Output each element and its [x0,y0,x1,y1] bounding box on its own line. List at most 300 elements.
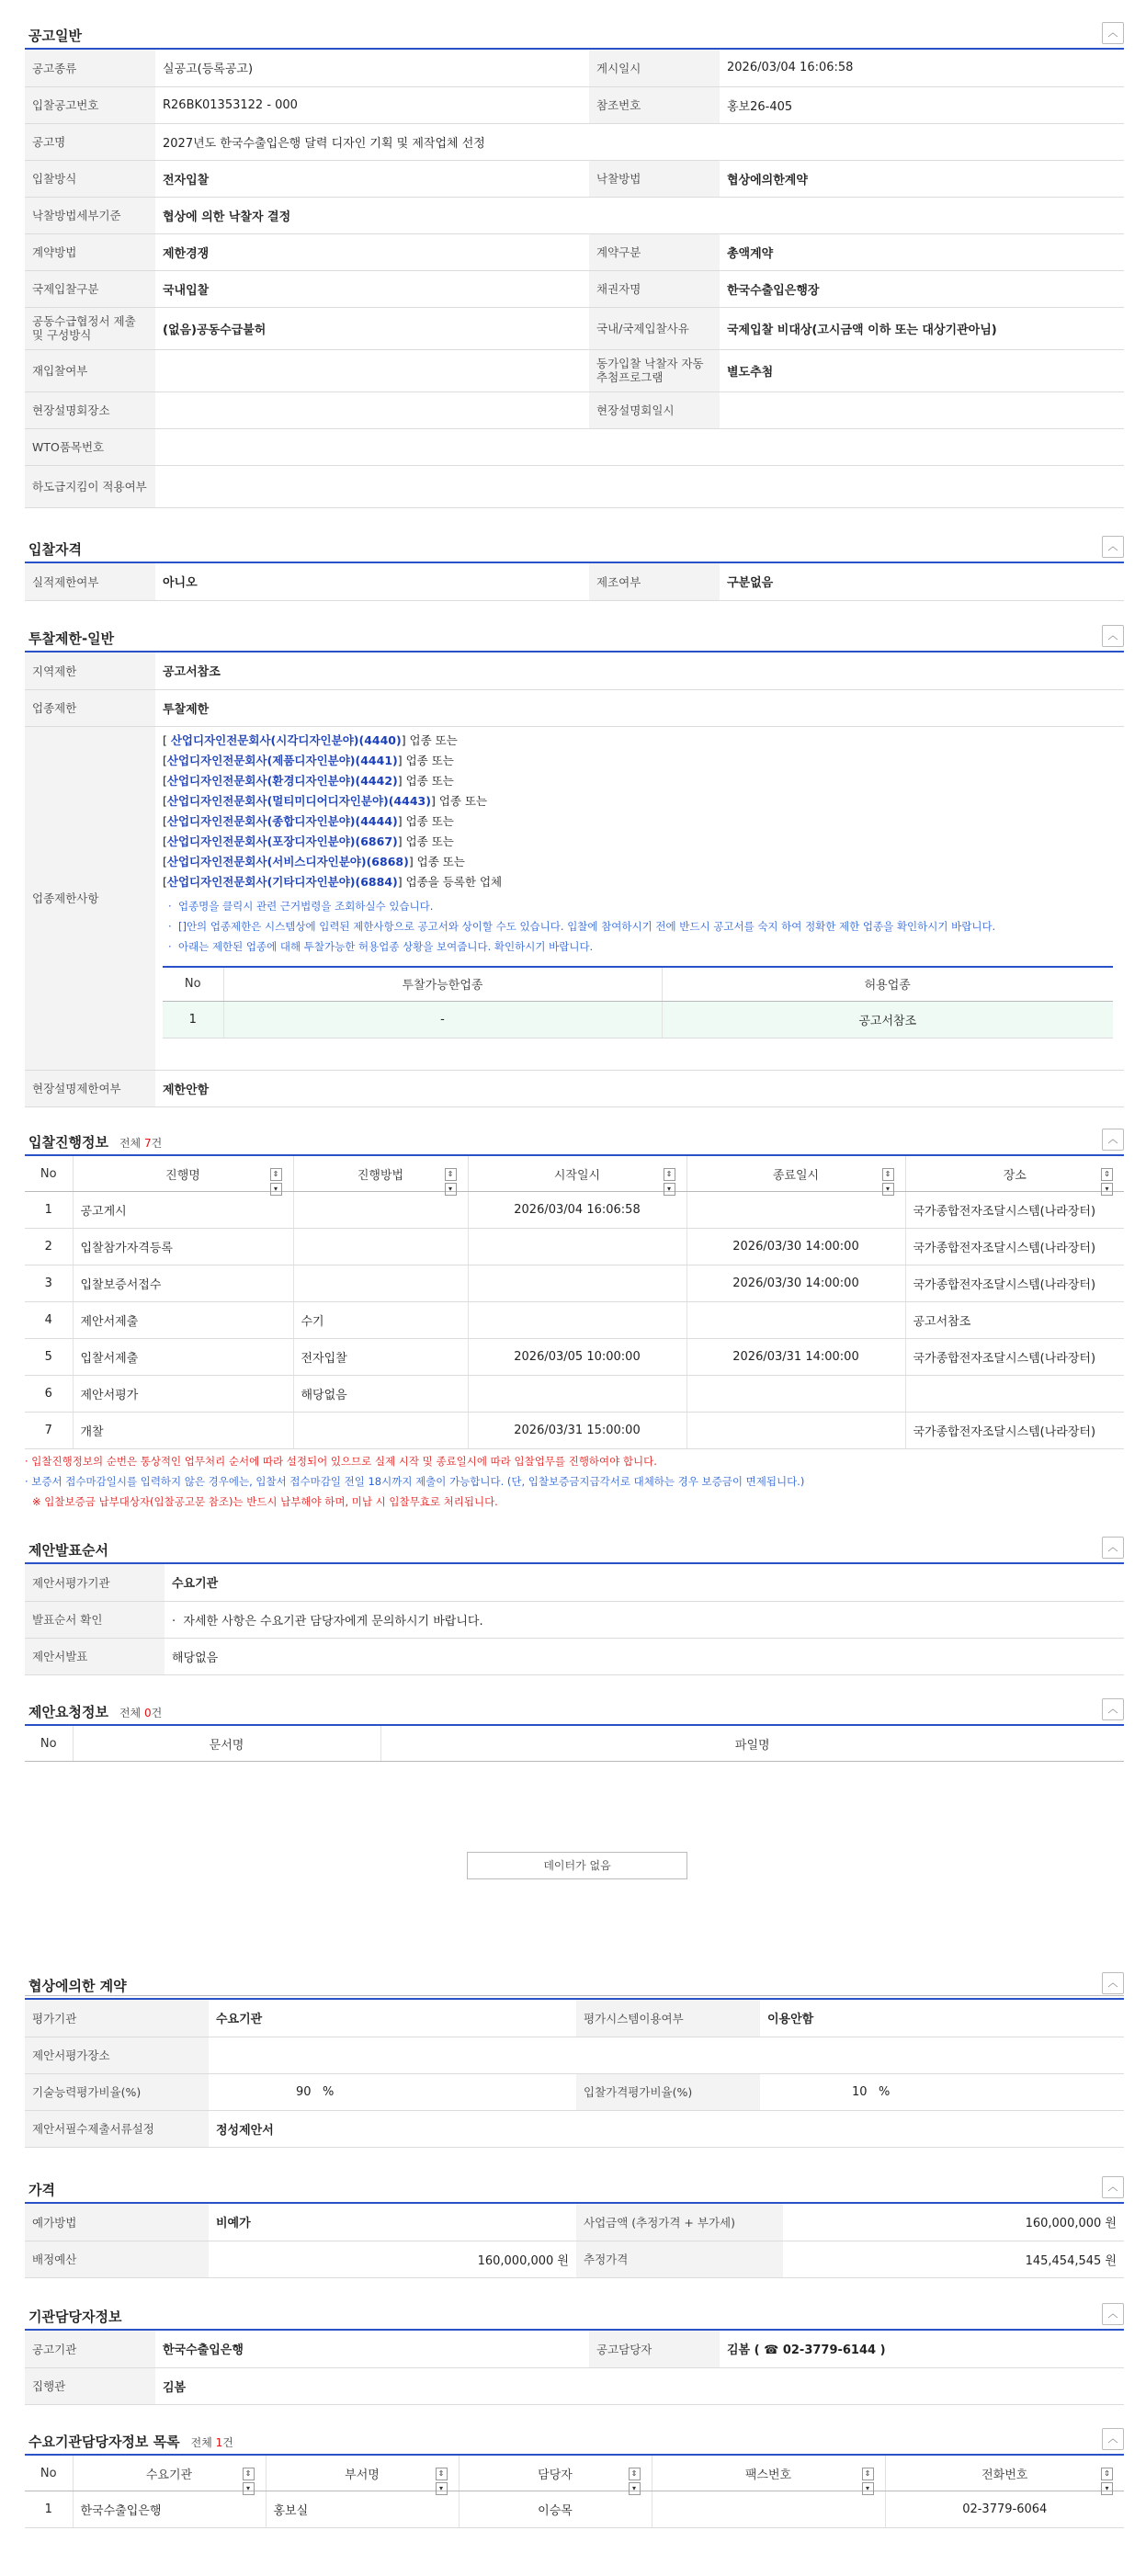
header-text: 전화번호 [981,2468,1028,2482]
note-text: · 입찰진행정보의 순번은 통상적인 업무처리 순서에 따라 설정되어 있으므로 실제 시작 및 종료일시에 따라 입찰업무를 진행하여야 합니다. [25,1455,657,1468]
count-badge [119,1707,162,1719]
cell [468,1229,686,1265]
notice-name: 2027년도 한국수출입은행 달력 디자인 기획 및 제작업체 선정 [155,123,1124,160]
value-number: 10 [852,2084,868,2099]
note-item: · 업종명을 클릭시 관련 근거법령을 조회하실수 있습니다. [168,899,434,913]
value: 해당없음 [165,1638,1124,1674]
cell [652,2491,885,2528]
label: 발표순서 확인 [25,1601,165,1638]
cell: 해당없음 [293,1376,468,1413]
cell: - [223,1001,662,1038]
cell: 1 [25,1192,73,1229]
section-progress [25,1127,1124,1512]
label: 입찰가격평가비율(%) [576,2073,760,2110]
label: 제안서발표 [25,1638,165,1674]
qualification-table [25,563,1124,601]
sort-filter-controls [236,2466,260,2492]
value: 145,454,545 원 [783,2241,1124,2277]
cell: 국가종합전자조달시스템(나라장터) [905,1339,1124,1376]
table-row [25,1192,1124,1229]
table-row [25,2491,1124,2528]
sort-filter-controls [657,1166,681,1193]
cell [686,1192,905,1229]
sort-filter-controls [622,2466,646,2492]
label: 동가입찰 낙찰자 자동추첨프로그램 [589,349,720,392]
cell: 4 [25,1302,73,1339]
sort-icon[interactable]: ⇕ [664,1168,675,1181]
cell [686,1376,905,1413]
general-table [25,50,1124,508]
label: 현장설명회장소 [25,392,155,428]
table-row [25,1302,1124,1339]
value [155,428,1124,465]
suffix: ] 업종 또는 [401,732,458,747]
label: 제안서평가장소 [25,2037,209,2073]
bracket: [ [163,813,167,828]
industry-item [163,791,1117,811]
section-negotiation [25,1970,1124,2148]
cell [686,1413,905,1449]
filter-icon[interactable]: ▾ [436,2482,448,2495]
cell: 2026/03/05 10:00:00 [468,1339,686,1376]
section-request [25,1697,1124,1996]
column-header[interactable] [885,2456,1124,2491]
cell: 입찰보증서접수 [73,1265,293,1302]
label: 국내/국제입찰사유 [589,307,720,349]
cell: 국가종합전자조달시스템(나라장터) [905,1192,1124,1229]
section-title: 공고일반 [28,28,82,44]
bracket: [ [163,793,167,808]
cell: 제안서평가 [73,1376,293,1413]
sort-icon[interactable]: ⇕ [436,2468,448,2480]
value: · 자세한 사항은 수요기관 담당자에게 문의하시기 바랍니다. [165,1601,1124,1638]
count-label: 전체 [119,1707,142,1719]
value: 아니오 [155,563,589,600]
chevron-up-icon[interactable]: ︿ [1102,2176,1124,2198]
count-unit: 건 [151,1137,163,1150]
column-header: 투찰가능한업종 [223,967,662,1002]
presentation-table [25,1564,1124,1675]
filter-icon[interactable]: ▾ [629,2482,641,2495]
section-price [25,2174,1124,2278]
column-header[interactable] [905,1156,1124,1192]
cell: 한국수출입은행 [73,2491,266,2528]
cell [905,1376,1124,1413]
cell: 공고서참조 [662,1001,1113,1038]
bracket: [ [163,854,167,868]
label: 기술능력평가비율(%) [25,2073,209,2110]
value: R26BK01353122 - 000 [155,86,589,123]
label: 입찰방식 [25,160,155,197]
cell: 입찰서제출 [73,1339,293,1376]
column-header[interactable] [459,2456,652,2491]
label: 공고명 [25,123,155,160]
value: 이용안함 [760,2000,1124,2037]
label: 공동수급협정서 제출 및 구성방식 [25,307,155,349]
section-contact [25,2301,1124,2405]
label: 공고기관 [25,2331,155,2367]
value: 국내입찰 [155,270,589,307]
value: 김봄 [155,2367,1124,2404]
header-text: 종료일시 [772,1168,820,1183]
value: 공고서참조 [155,653,1124,689]
column-header: 허용업종 [662,967,1113,1002]
sort-filter-controls [438,1166,462,1193]
sort-icon[interactable]: ⇕ [270,1168,282,1181]
table-row [25,1413,1124,1449]
label: 재입찰여부 [25,349,155,392]
industry-link[interactable]: 산업디자인전문회사(기타디자인분야)(6884) [166,874,398,889]
cell: 수기 [293,1302,468,1339]
cell: 2026/03/30 14:00:00 [686,1229,905,1265]
label: 배정예산 [25,2241,209,2277]
label: 현장설명제한여부 [25,1070,155,1106]
section-presentation [25,1535,1124,1675]
column-header: No [25,1726,73,1762]
chevron-up-icon[interactable]: ︿ [1102,536,1124,558]
cell: 전자입찰 [293,1339,468,1376]
cell: 7 [25,1413,73,1449]
cell: 2026/03/30 14:00:00 [686,1265,905,1302]
cell [293,1413,468,1449]
cell: 이승목 [459,2491,652,2528]
cell: 공고게시 [73,1192,293,1229]
cell: 1 [163,1001,223,1038]
industry-list [163,731,1117,892]
filter-icon[interactable]: ▾ [1101,2482,1113,2495]
section-qualification [25,534,1124,601]
industry-item [163,811,1117,832]
industry-link[interactable]: 산업디자인전문회사(환경디자인분야)(4442) [166,773,398,788]
label: 계약방법 [25,233,155,270]
value: 한국수출입은행 [155,2331,589,2367]
column-header: No [163,967,223,1002]
value [209,2037,1124,2073]
value: 제한경쟁 [155,233,589,270]
sort-filter-controls [1095,1166,1118,1193]
cell: 5 [25,1339,73,1376]
industry-link[interactable]: 산업디자인전문회사(제품디자인분야)(4441) [166,753,398,767]
note-text: 업종명을 클릭시 관련 근거법령을 조회하실수 있습니다. [177,899,434,913]
industry-notes [163,896,1117,957]
restriction-table [25,653,1124,1107]
value-unit: % [878,2084,891,2099]
label: 참조번호 [589,86,720,123]
column-header: 문서명 [73,1726,380,1762]
section-title: 가격 [28,2182,55,2198]
count-label: 전체 [190,2436,212,2449]
sort-icon[interactable]: ⇕ [1101,1168,1113,1181]
note-item: · []안의 업종제한은 시스템상에 입력된 제한사항으로 공고서와 상이할 수도 있습니다. 입찰에 참여하시기 전에 반드시 공고서를 숙지 하여 정확한 제한 업종을 확인하시기 바랍니다. [168,919,996,933]
bracket: [ [163,753,167,767]
label: 현장설명회일시 [589,392,720,428]
table-row [25,1229,1124,1265]
label: 제안서필수제출서류설정 [25,2110,209,2147]
industry-link[interactable]: 산업디자인전문회사(종합디자인분야)(4444) [166,813,398,828]
request-table [25,1726,1124,1762]
count-value: 0 [143,1707,152,1719]
section-general [25,20,1124,508]
value: 구분없음 [720,563,1124,600]
title-text: 수요기관담당자정보 목록 [28,2434,180,2450]
value: 협상에 의한 낙찰자 결정 [155,197,1124,233]
count-value: 1 [215,2436,223,2449]
suffix: ] 업종을 등록한 업체 [397,874,503,889]
cell [293,1265,468,1302]
industry-detail [155,726,1124,1070]
bracket: [ [163,773,167,788]
cell: 2026/03/31 15:00:00 [468,1413,686,1449]
price-table [25,2204,1124,2278]
filter-icon[interactable]: ▾ [270,1183,282,1196]
cell: 제안서제출 [73,1302,293,1339]
value: 전자입찰 [155,160,589,197]
value: 국제입찰 비대상(고시금액 이하 또는 대상기관아님) [720,307,1124,349]
suffix: ] 업종 또는 [397,773,454,788]
column-header[interactable] [73,2456,266,2491]
suffix: ] 업종 또는 [408,854,465,868]
filter-icon[interactable]: ▾ [862,2482,874,2495]
section-title [28,1132,162,1152]
bracket: [ [163,834,167,848]
header-text: 진행방법 [357,1168,404,1183]
suffix: ] 업종 또는 [430,793,488,808]
value: 홍보26-405 [720,86,1124,123]
allowed-industry-table [163,966,1113,1038]
chevron-up-icon[interactable]: ︿ [1102,2303,1124,2325]
note-text: []안의 업종제한은 시스템상에 입력된 제한사항으로 공고서와 상이할 수도 있습니다. 입찰에 참여하시기 전에 반드시 공고서를 숙지 하여 정확한 제한 업종을 확인하시기 바랍니다. [177,919,996,933]
label: 지역제한 [25,653,155,689]
cell: 1 [25,2491,73,2528]
note-text: · 보증서 접수마감일시를 입력하지 않은 경우에는, 입찰서 접수마감일 전일 18시까지 제출이 가능합니다. (단, 입찰보증금지급각서로 대체하는 경우 보증금이 면제됩니다.) [25,1475,805,1488]
label: 공고종류 [25,50,155,86]
empty-area [25,1762,1124,1996]
value: 정성제안서 [209,2110,1124,2147]
chevron-up-icon[interactable]: ︿ [1102,2428,1124,2450]
value [720,392,1124,428]
label: 하도급지킴이 적용여부 [25,465,155,507]
value: 수요기관 [165,1564,1124,1601]
value-text: 자세한 사항은 수요기관 담당자에게 문의하시기 바랍니다. [183,1614,483,1628]
section-title [28,2432,233,2451]
label: 낙찰방법세부기준 [25,197,155,233]
header-text: No [40,2466,57,2480]
sort-icon[interactable]: ⇕ [243,2468,255,2480]
industry-link[interactable]: 산업디자인전문회사(시각디자인분야)(4440) [170,732,402,747]
chevron-up-icon[interactable]: ︿ [1102,625,1124,647]
value: 수요기관 [209,2000,576,2037]
industry-item [163,872,1117,892]
column-header [25,2456,73,2491]
label: 실적제한여부 [25,563,155,600]
column-header: 파일명 [380,1726,1124,1762]
cell: 02-3779-6064 [885,2491,1124,2528]
header-text: 부서명 [345,2468,380,2482]
suffix: ] 업종 또는 [397,753,454,767]
section-title: 투찰제한-일반 [28,630,115,647]
sort-icon[interactable]: ⇕ [445,1168,457,1181]
header-text: 팩스번호 [744,2468,792,2482]
header-text: 장소 [1003,1168,1027,1183]
section-demand [25,2426,1124,2528]
label: 입찰공고번호 [25,86,155,123]
cell [293,1192,468,1229]
header-text: 수요기관 [145,2468,193,2482]
value: 160,000,000 원 [783,2204,1124,2241]
filter-icon[interactable]: ▾ [445,1183,457,1196]
value [155,349,589,392]
filter-icon[interactable]: ▾ [243,2482,255,2495]
count-value: 7 [143,1137,152,1150]
chevron-up-icon[interactable]: ︿ [1102,1972,1124,1994]
sort-filter-controls [856,2466,879,2492]
sort-filter-controls [429,2466,453,2492]
progress-notes [25,1451,1124,1512]
sort-icon[interactable]: ⇕ [882,1168,894,1181]
value: 제한안함 [155,1070,1124,1106]
count-unit: 건 [222,2436,233,2449]
cell: 3 [25,1265,73,1302]
sort-icon[interactable]: ⇕ [862,2468,874,2480]
section-title: 협상에의한 계약 [28,1978,127,1994]
note-text: 아래는 제한된 업종에 대해 투찰가능한 허용업종 상황을 보여줍니다. 확인하시기 바랍니다. [177,939,594,953]
count-label: 전체 [119,1137,142,1150]
count-unit: 건 [151,1707,163,1719]
chevron-up-icon[interactable]: ︿ [1102,22,1124,44]
industry-item [163,731,1117,751]
filter-icon[interactable]: ▾ [664,1183,675,1196]
empty-message: 데이터가 없음 [467,1852,687,1879]
cell: 6 [25,1376,73,1413]
section-title: 제안발표순서 [28,1542,108,1559]
cell: 홍보실 [266,2491,459,2528]
label: 사업금액 (추정가격 + 부가세) [576,2204,783,2241]
label: 제안서평가기관 [25,1564,165,1601]
header-text: 담당자 [538,2468,573,2482]
demand-table [25,2456,1124,2528]
value [155,465,1124,507]
sort-icon[interactable]: ⇕ [1101,2468,1113,2480]
chevron-up-icon[interactable]: ︿ [1102,1129,1124,1151]
industry-link[interactable]: 산업디자인전문회사(멀티미디어디자인분야)(4443) [166,793,431,808]
suffix: ] 업종 또는 [397,834,454,848]
column-header [25,1156,73,1192]
count-badge [119,1137,162,1150]
cell [686,1302,905,1339]
cell [468,1302,686,1339]
filter-icon[interactable]: ▾ [1101,1183,1113,1196]
bracket: [ [163,874,167,889]
column-header[interactable] [293,1156,468,1192]
cell: 2026/03/04 16:06:58 [468,1192,686,1229]
note-text: ※ 입찰보증금 납부대상자(입찰공고문 참조)는 반드시 납부해야 하며, 미납 시 입찰무효로 처리됩니다. [32,1495,498,1508]
value [155,392,589,428]
industry-item [163,852,1117,872]
value-unit: % [322,2084,335,2099]
count-badge [191,2436,233,2449]
label: WTO품목번호 [25,428,155,465]
label: 예가방법 [25,2204,209,2241]
cell [293,1229,468,1265]
progress-table [25,1156,1124,1449]
label: 제조여부 [589,563,720,600]
chevron-up-icon[interactable]: ︿ [1102,1537,1124,1559]
value: 협상에의한계약 [720,160,1124,197]
value: 총액계약 [720,233,1124,270]
section-restriction [25,623,1124,1107]
column-header[interactable] [468,1156,686,1192]
label: 채권자명 [589,270,720,307]
note-item: · 아래는 제한된 업종에 대해 투찰가능한 허용업종 상황을 보여줍니다. 확인하시기 바랍니다. [168,939,594,953]
value-number: 90 [296,2084,312,2099]
value: (없음)공동수급불허 [155,307,589,349]
cell: 2026/03/31 14:00:00 [686,1339,905,1376]
value: 실공고(등록공고) [155,50,589,86]
chevron-up-icon[interactable]: ︿ [1102,1698,1124,1720]
cell [468,1265,686,1302]
section-title: 입찰자격 [28,541,82,558]
cell: 국가종합전자조달시스템(나라장터) [905,1265,1124,1302]
industry-item [163,832,1117,852]
industry-link[interactable]: 산업디자인전문회사(서비스디자인분야)(6868) [166,854,409,868]
cell [468,1376,686,1413]
value [760,2073,1124,2110]
value: 한국수출입은행장 [720,270,1124,307]
value: 2026/03/04 16:06:58 [720,50,1124,86]
column-header[interactable] [686,1156,905,1192]
industry-link[interactable]: 산업디자인전문회사(포장디자인분야)(6867) [166,834,398,848]
table-row [25,1265,1124,1302]
header-text: No [40,1166,57,1181]
industry-item [163,771,1117,791]
cell: 2 [25,1229,73,1265]
value: 비예가 [209,2204,576,2241]
sort-icon[interactable]: ⇕ [629,2468,641,2480]
label: 집행관 [25,2367,155,2404]
filter-icon[interactable]: ▾ [882,1183,894,1196]
bracket: [ [163,732,171,747]
cell: 개찰 [73,1413,293,1449]
cell: 국가종합전자조달시스템(나라장터) [905,1413,1124,1449]
sort-filter-controls [876,1166,900,1193]
header-text: 진행명 [165,1168,200,1183]
label: 평가시스템이용여부 [576,2000,760,2037]
column-header[interactable] [266,2456,459,2491]
cell: 국가종합전자조달시스템(나라장터) [905,1229,1124,1265]
value: 160,000,000 원 [209,2241,576,2277]
title-text: 입찰진행정보 [28,1134,108,1151]
label: 업종제한사항 [25,726,155,1070]
cell: 입찰참가자격등록 [73,1229,293,1265]
section-title: 기관담당자정보 [28,2309,122,2325]
suffix: ] 업종 또는 [397,813,454,828]
label: 추정가격 [576,2241,783,2277]
value [209,2073,576,2110]
section-title [28,1702,162,1721]
value: 투찰제한 [155,689,1124,726]
table-row [25,1376,1124,1413]
value: 별도추첨 [720,349,1124,392]
column-header[interactable] [73,1156,293,1192]
label: 업종제한 [25,689,155,726]
table-row [163,1001,1113,1038]
value: 김봄 ( ☎ 02-3779-6144 ) [720,2331,1124,2367]
column-header[interactable] [652,2456,885,2491]
label: 국제입찰구분 [25,270,155,307]
title-text: 제안요청정보 [28,1704,108,1720]
cell: 공고서참조 [905,1302,1124,1339]
table-row [25,1339,1124,1376]
